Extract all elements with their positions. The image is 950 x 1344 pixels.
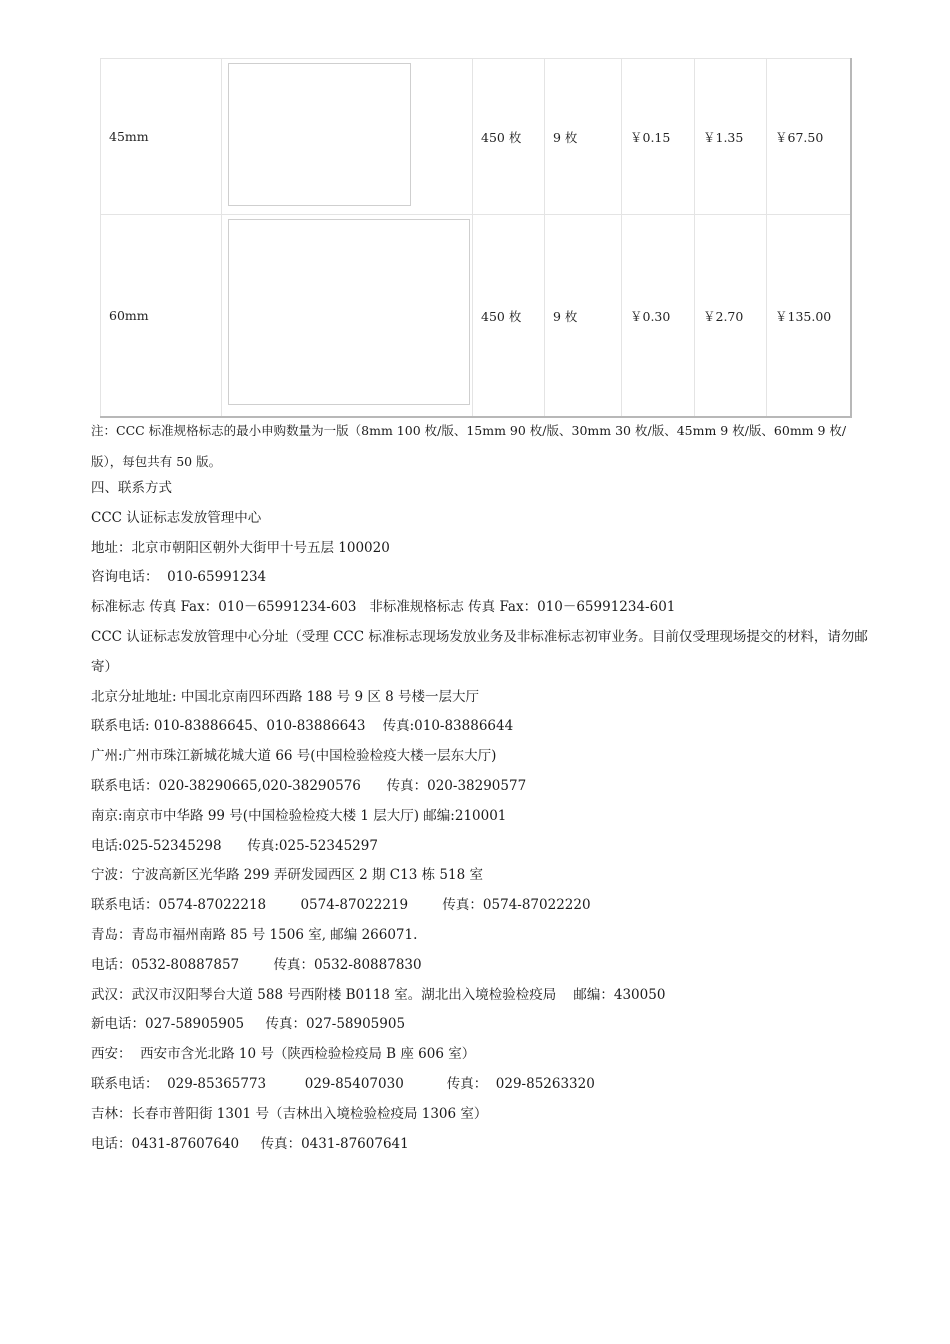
contact-line: 联系电话： 029-85365773 029-85407030 传真： 029-85263320 [91, 1075, 595, 1092]
contact-line: 青岛：青岛市福州南路 85 号 1506 室, 邮编 266071. [91, 926, 418, 943]
per-sheet-cell: 9 枚 [545, 59, 622, 215]
contact-line: 广州:广州市珠江新城花城大道 66 号(中国检验检疫大楼一层东大厅) [91, 748, 497, 765]
size-cell: 60mm [101, 215, 222, 418]
note-block [91, 415, 866, 477]
unit-price-cell: ￥0.15 [622, 59, 695, 215]
image-cell [222, 59, 473, 215]
contact-line: 电话:025-52345298 传真:025-52345297 [91, 837, 378, 854]
per-pack-cell: 450 枚 [473, 59, 545, 215]
sheet-price-cell: ￥1.35 [695, 59, 767, 215]
pack-price-cell: ￥135.00 [767, 215, 851, 418]
table-row [101, 215, 851, 418]
mark-image-placeholder [228, 219, 470, 405]
contact-line: 武汉：武汉市汉阳琴台大道 588 号西附楼 B0118 室。湖北出入境检验检疫局 邮编：430050 [91, 986, 666, 1003]
pack-price-cell: ￥67.50 [767, 59, 851, 215]
contact-line: 咨询电话： 010-65991234 [91, 569, 267, 586]
size-cell: 45mm [101, 59, 222, 215]
image-cell [222, 215, 473, 418]
contact-line: 联系电话: 010-83886645、010-83886643 传真:010-83886644 [91, 718, 514, 735]
contact-line: 标准标志 传真 Fax：010－65991234-603 非标准规格标志 传真 Fax：010－65991234-601 [91, 599, 676, 616]
mark-image-placeholder [228, 63, 411, 206]
contact-line: 西安： 西安市含光北路 10 号（陕西检验检疫局 B 座 606 室） [91, 1046, 476, 1063]
contact-line: 南京:南京市中华路 99 号(中国检验检疫大楼 1 层大厅) 邮编:210001 [91, 807, 507, 824]
unit-price-cell: ￥0.30 [622, 215, 695, 418]
contact-line: 吉林：长春市普阳街 1301 号（吉林出入境检验检疫局 1306 室） [91, 1105, 488, 1122]
contact-line: CCC 认证标志发放管理中心分址（受理 CCC 标准标志现场发放业务及非标准标志初审业务。目前仅受理现场提交的材料，请勿邮寄） [91, 628, 868, 675]
contact-line: 联系电话：0574-87022218 0574-87022219 传真：0574-87022220 [91, 897, 591, 914]
contact-line: 电话：0532-80887857 传真：0532-80887830 [91, 956, 422, 973]
note-text: 注：CCC 标准规格标志的最小申购数量为一版（8mm 100 枚/版、15mm 90 枚/版、30mm 30 枚/版、45mm 9 枚/版、60mm 9 枚/版），每包共有 50 版。 [91, 423, 847, 469]
contact-line: 电话：0431-87607640 传真：0431-87607641 [91, 1135, 409, 1152]
per-pack-cell: 450 枚 [473, 215, 545, 418]
section-title: 四、联系方式 [91, 480, 172, 496]
contact-line: 新电话：027-58905905 传真：027-58905905 [91, 1016, 406, 1033]
contact-line: CCC 认证标志发放管理中心 [91, 509, 262, 526]
table-row [101, 59, 851, 215]
contact-line: 地址：北京市朝阳区朝外大街甲十号五层 100020 [91, 539, 390, 556]
price-table [100, 58, 852, 418]
contact-line: 北京分址地址: 中国北京南四环西路 188 号 9 区 8 号楼一层大厅 [91, 688, 480, 705]
per-sheet-cell: 9 枚 [545, 215, 622, 418]
contact-line: 联系电话：020-38290665,020-38290576 传真：020-38290577 [91, 777, 527, 794]
contact-line: 宁波：宁波高新区光华路 299 弄研发园西区 2 期 C13 栋 518 室 [91, 867, 483, 884]
contact-section [91, 474, 871, 1159]
sheet-price-cell: ￥2.70 [695, 215, 767, 418]
